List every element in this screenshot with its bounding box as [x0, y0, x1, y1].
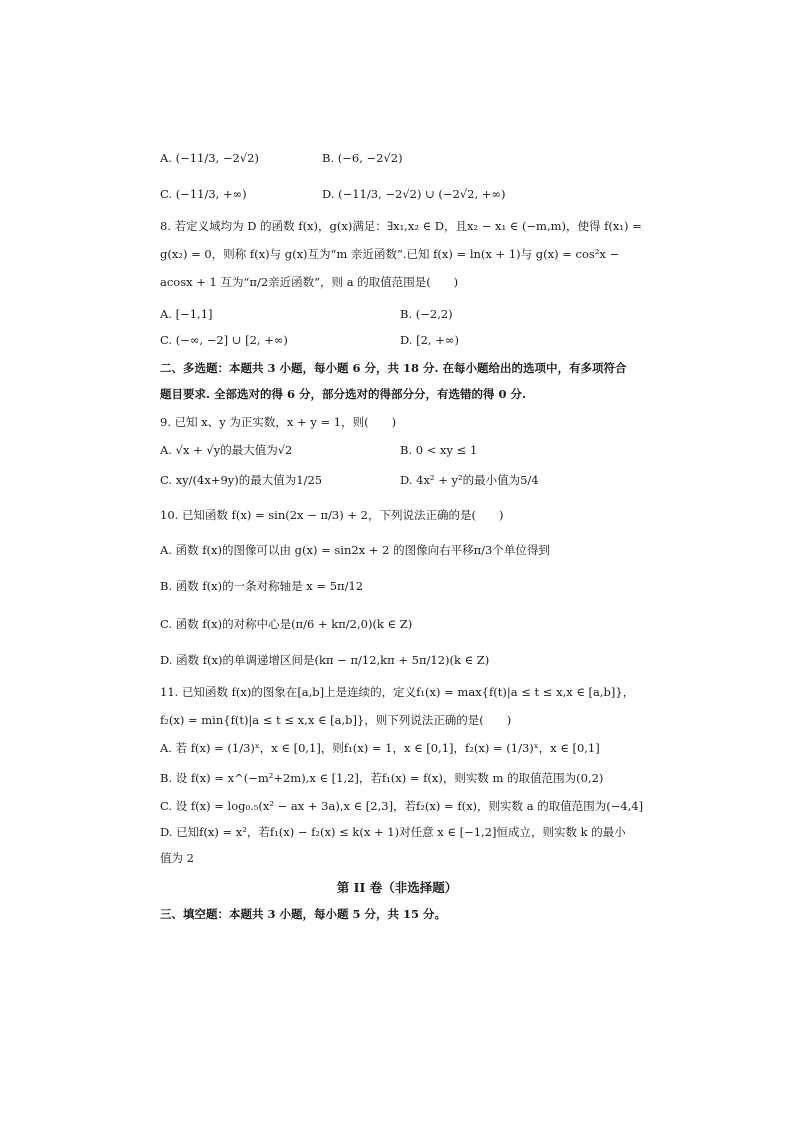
q8-option-b: B. (−2,2) [400, 307, 453, 321]
q8-option-d: D. [2, +∞) [400, 333, 459, 347]
q7-option-d: D. (−11/3, −2√2) ∪ (−2√2, +∞) [322, 187, 506, 201]
q7-option-c: C. (−11/3, +∞) [160, 187, 247, 201]
q10-option-b: B. 函数 f(x)的一条对称轴是 x = 5π/12 [160, 579, 364, 593]
q9-stem: 9. 已知 x、y 为正实数，x + y = 1，则( ) [160, 415, 397, 429]
q11-option-c: C. 设 f(x) = log₀.₅(x² − ax + 3a),x ∈ [2,3]，若f₂(x) = f(x)，则实数 a 的取值范围为(−4,4] [160, 799, 644, 813]
q8-stem-line3: acosx + 1 互为“π/2亲近函数”，则 a 的取值范围是( ) [160, 275, 459, 289]
q11-stem-line1: 11. 已知函数 f(x)的图象在[a,b]上是连续的，定义f₁(x) = max{f(t)|a ≤ t ≤ x,x ∈ [a,b]}， [160, 685, 635, 699]
q11-option-d-line1: D. 已知f(x) = x²，若f₁(x) − f₂(x) ≤ k(x + 1)对任意 x ∈ [−1,2]恒成立，则实数 k 的最小 [160, 825, 626, 839]
q11-option-a: A. 若 f(x) = (1/3)ˣ，x ∈ [0,1]，则f₁(x) = 1，x ∈ [0,1]，f₂(x) = (1/3)ˣ，x ∈ [0,1] [160, 741, 600, 755]
q8-option-c: C. (−∞, −2] ∪ [2, +∞) [160, 333, 288, 347]
q8-stem-line2: g(x₂) = 0，则称 f(x)与 g(x)互为“m 亲近函数”.已知 f(x) = ln(x + 1)与 g(x) = cos²x − [160, 247, 620, 261]
q7-option-b: B. (−6, −2√2) [322, 151, 403, 165]
q7-option-a: A. (−11/3, −2√2) [160, 151, 259, 165]
part2-title: 第 II 卷（非选择题） [336, 880, 458, 895]
q9-option-a: A. √x + √y的最大值为√2 [160, 443, 293, 457]
q9-option-d: D. 4x² + y²的最小值为5/4 [400, 473, 539, 487]
q9-option-b: B. 0 < xy ≤ 1 [400, 443, 478, 457]
q10-option-d: D. 函数 f(x)的单调递增区间是(kπ − π/12,kπ + 5π/12)(k ∈ Z) [160, 653, 490, 667]
q8-stem-line1: 8. 若定义域均为 D 的函数 f(x)，g(x)满足：∃x₁,x₂ ∈ D，且x₂ − x₁ ∈ (−m,m)，使得 f(x₁) = [160, 219, 642, 233]
q8-option-a: A. [−1,1] [160, 307, 213, 321]
q11-option-b: B. 设 f(x) = x^(−m²+2m),x ∈ [1,2]，若f₁(x) = f(x)，则实数 m 的取值范围为(0,2) [160, 771, 604, 785]
q11-option-d-line2: 值为 2 [160, 851, 194, 865]
q10-option-a: A. 函数 f(x)的图像可以由 g(x) = sin2x + 2 的图像向右平移π/3个单位得到 [160, 543, 550, 557]
section2-heading-line1: 二、多选题：本题共 3 小题，每小题 6 分，共 18 分. 在每小题给出的选项中，有多项符合 [160, 361, 627, 375]
q11-stem-line2: f₂(x) = min{f(t)|a ≤ t ≤ x,x ∈ [a,b]}，则下列说法正确的是( ) [160, 713, 512, 727]
section2-heading-line2: 题目要求. 全部选对的得 6 分，部分选对的得部分分，有选错的得 0 分. [160, 387, 527, 401]
q10-stem: 10. 已知函数 f(x) = sin(2x − π/3) + 2，下列说法正确的是( ) [160, 508, 504, 522]
q9-option-c: C. xy/(4x+9y)的最大值为1/25 [160, 473, 323, 487]
q10-option-c: C. 函数 f(x)的对称中心是(π/6 + kπ/2,0)(k ∈ Z) [160, 617, 413, 631]
section3-heading: 三、填空题：本题共 3 小题，每小题 5 分，共 15 分。 [160, 907, 447, 921]
